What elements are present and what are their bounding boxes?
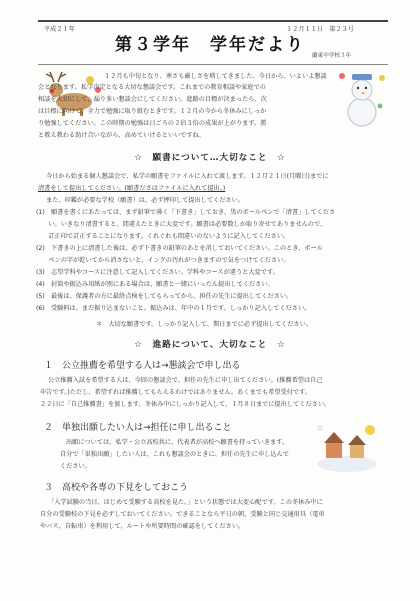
school-name: 蘭東中学校３年	[312, 53, 352, 59]
application-note: ＊ 大切な願書です。しっかり記入して、期日までに必ず提出してください。	[96, 321, 312, 328]
application-item: 訂正印で訂正することになります。くれぐれも間違いのないように記入してください。	[36, 233, 290, 240]
snow-house-illustration-icon	[312, 414, 382, 474]
issue-date-number: １２月１１日 第２３号	[286, 26, 355, 33]
application-item: (4) 封筒や振込み用紙が別にある場合は、願書と一緒にいったん提出してください。	[36, 281, 274, 288]
application-line: 清書をして提出してください。(願書ださはファイルに入れて提出。)	[38, 185, 226, 192]
subsection-title-public-recommendation: １ 公立推薦を希望する人は→懇談会で申し出る	[44, 361, 241, 371]
application-item: (3) 志望学科やコースに注意して記入してください。学科やコースが違うと大変です。	[36, 269, 279, 276]
subsection-title-school-visit: ３ 高校や各専の下見をしておこう	[44, 483, 189, 493]
application-item: (5) 最後は、保護者の方に最終点検をしてもらってから、担任の先生に提出してください。	[36, 293, 293, 300]
subsection-line: 自分で「単独出願」したい人は、これも懇談会のときに、担任の先生に申し込んで	[60, 451, 289, 458]
snowman-illustration-icon	[334, 66, 390, 130]
subsection-title-single-application: ２ 単独出願したい人は→担任に申し出ること	[44, 423, 232, 433]
section-heading-application: ☆ 願書について…大切なこと ☆	[134, 153, 286, 163]
application-item: (6) 受験料は、まだ振り込まないこと。振込みは、年中の１月です。しっかり記入してください。	[36, 305, 311, 312]
issue-year: 平成２１年	[44, 26, 75, 33]
subsection-line: やバス、自転車）を利用して、ルートや所要時間の確認をしてください。	[40, 523, 245, 530]
intro-line: と教え教わる助け合いながら、高めていけるといいですね。	[38, 132, 206, 139]
section-heading-career: ☆ 進路について、大切なこと ☆	[134, 340, 286, 350]
application-item: い。いきなり清書すると、間違えたときに大変です。願書は必要数しか取り寄せてありませんので、	[36, 221, 327, 228]
subsection-line: 自分の受験校の下見を必ずしておいてください。できることなら平日の朝、受験と同じ交通用具（電車	[40, 511, 325, 518]
header-bottom-rule	[38, 64, 388, 65]
intro-line: 相談を大切にして、漏り多い懇談会にしてください。進路の目標が決まったら、次	[38, 96, 267, 103]
subsection-line: 公立推薦入試を希望する人は、今回の懇談会で、担任の先生に申し出てください。(推薦希望は自己	[48, 377, 323, 384]
subsection-line: 申告です。)ただし、希望すれば推薦してもらえるわけではありません。あくまでも希望受付です。	[40, 389, 311, 396]
intro-line: 会となります。私学決定となる大切な懇談会です。これまでの教育相談や家庭での	[38, 84, 266, 91]
application-line: また、印鑑が必要な学校（願書）は、必ず押印して提出してください。	[46, 197, 244, 204]
subsection-line: 「入学試験の当日、はじめて受験する高校を見た。」という状態では大変心配です。この冬休み中に	[48, 499, 323, 506]
application-item: (2) 下書きの上に清書した後は、必ず下書きの鉛筆のあとを消しておいてください。このとき、ボール	[36, 245, 323, 252]
intro-line: は目標に向けて、全力で勉強に取り組むときです。１２月の今から冬休みにしっか	[38, 108, 267, 115]
header-top-rule	[38, 20, 388, 22]
subsection-line: 出願については、私学・公立高校共に、代表者が高校へ願書を持っていきます。	[66, 439, 289, 446]
application-line: 今日から始まる個人懇談会で、私学の願書をファイルに入れて渡します。１２月２１日(月曜日)までに	[46, 173, 329, 180]
subsection-line: ２２日に「自己推薦書」を渡します。冬休み中にしっかり記入して、１月８日までに提出してください。	[40, 401, 331, 408]
application-item: (1) 願書を書くにあたっては、まず鉛筆で薄く「下書き」しておき、黒のボールペンで「清書」してくださ	[36, 209, 336, 216]
subsection-line: ください。	[60, 463, 91, 470]
intro-line: １２月も中旬となり、寒さも厳しさを増してきました。今日から、いよいよ懇談	[104, 73, 327, 80]
application-item: ペンの字が乾いてから消さないと、インクの汚れがつきますので気をつけてください。	[36, 257, 290, 264]
newsletter-title: 第３学年 学年だより	[115, 35, 305, 55]
intro-line: り勉強してください。この時期の勉強は日ごろの２倍３倍の成果が上がります。勝	[38, 120, 267, 127]
